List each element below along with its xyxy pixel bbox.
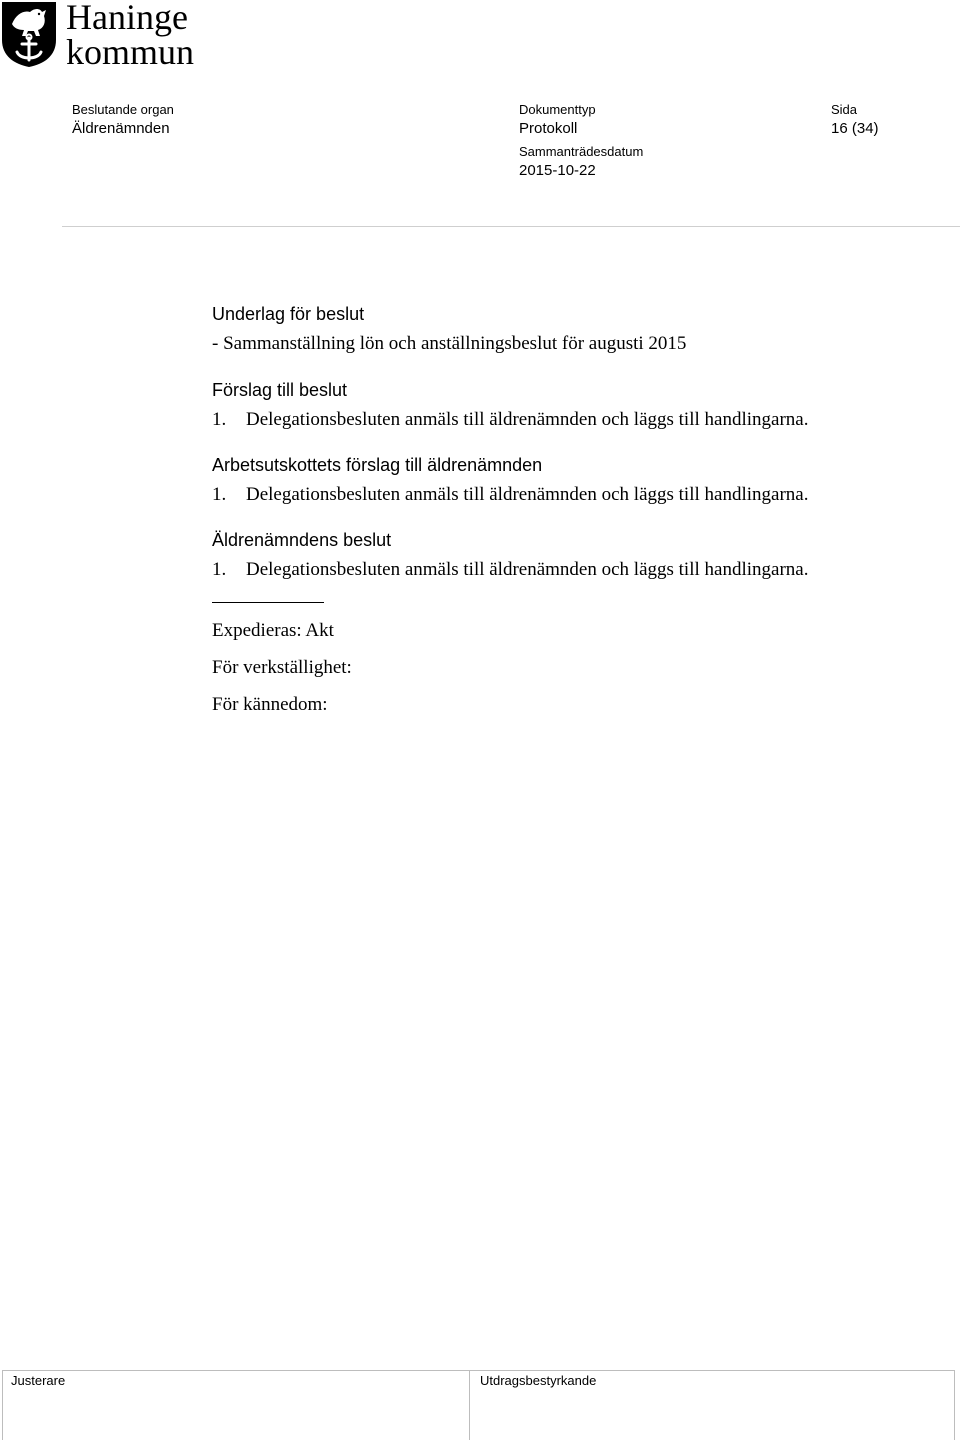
- forslag-heading: Förslag till beslut: [212, 380, 348, 400]
- utdrag-label: Utdragsbestyrkande: [480, 1373, 597, 1388]
- forslag-item: [212, 408, 832, 432]
- bird-anchor-shield-icon: [0, 0, 58, 68]
- au-heading: Arbetsutskottets förslag till äldrenämnden: [212, 455, 543, 475]
- kannedom: För kännedom:: [212, 694, 328, 715]
- separator-line: [212, 602, 324, 603]
- doctype-label: Dokumenttyp: [519, 102, 596, 117]
- haninge-logo: [0, 0, 230, 72]
- justerare-label: Justerare: [11, 1373, 66, 1388]
- underlag-heading: Underlag för beslut: [212, 304, 365, 324]
- logo-line-1: Haninge: [66, 0, 188, 37]
- beslut-item: [212, 558, 832, 582]
- au-number: 1.: [212, 484, 227, 505]
- date-value: 2015-10-22: [519, 162, 596, 179]
- page-value: 16 (34): [831, 120, 879, 137]
- meta-doctype: [519, 102, 596, 139]
- expedieras: Expedieras: Akt: [212, 620, 334, 641]
- utdrag-box: [469, 1370, 955, 1440]
- page-label: Sida: [831, 102, 858, 117]
- beslut-heading: Äldrenämndens beslut: [212, 530, 392, 550]
- forslag-text: Delegationsbesluten anmäls till äldrenämnden och läggs till handlingarna.: [246, 409, 809, 430]
- underlag-item: - Sammanställning lön och anställningsbeslut för augusti 2015: [212, 333, 687, 354]
- logo-line-2: kommun: [66, 32, 195, 72]
- meta-page: [831, 102, 879, 139]
- au-item: [212, 483, 832, 507]
- date-label: Sammanträdesdatum: [519, 144, 644, 159]
- header-divider: [62, 226, 960, 227]
- verkstallighet: För verkställighet:: [212, 657, 352, 678]
- forslag-number: 1.: [212, 409, 227, 430]
- doctype-value: Protokoll: [519, 120, 578, 137]
- beslut-text: Delegationsbesluten anmäls till äldrenämnden och läggs till handlingarna.: [246, 559, 809, 580]
- beslut-number: 1.: [212, 559, 227, 580]
- logo-wordmark: [66, 0, 194, 70]
- document-body: [212, 302, 832, 717]
- organ-label: Beslutande organ: [72, 102, 174, 117]
- organ-value: Äldrenämnden: [72, 120, 170, 137]
- meta-organ: [72, 102, 174, 139]
- au-text: Delegationsbesluten anmäls till äldrenämnden och läggs till handlingarna.: [246, 484, 809, 505]
- meta-date: [519, 144, 643, 181]
- justerare-box: [2, 1370, 470, 1440]
